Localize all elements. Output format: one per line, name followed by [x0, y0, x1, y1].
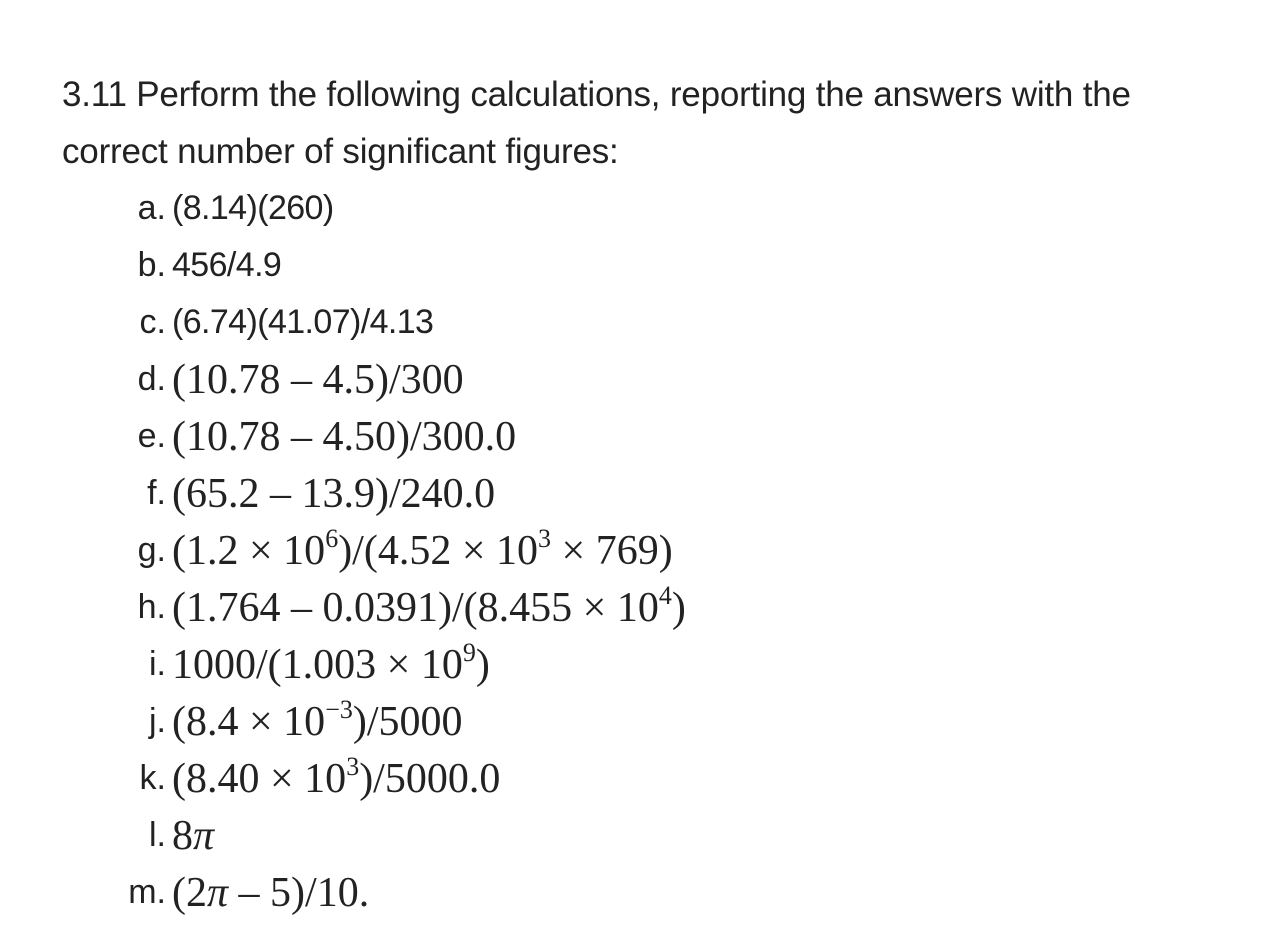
- calculation-item: [62, 522, 1262, 579]
- item-expression: [172, 751, 501, 803]
- item-expression: [172, 580, 686, 632]
- expression-text: 456/4.9: [172, 246, 282, 284]
- item-marker: k.: [139, 759, 166, 797]
- expression-text: × 769): [551, 527, 673, 574]
- exponent: 4: [658, 580, 672, 610]
- calculation-item: [62, 750, 1262, 807]
- item-expression: [172, 812, 214, 860]
- expression-text: (8.4 × 10: [172, 698, 326, 745]
- item-marker: j.: [149, 702, 166, 740]
- item-expression: [172, 356, 464, 404]
- item-expression: [172, 470, 495, 518]
- expression-text: )/5000.0: [359, 755, 501, 802]
- item-expression: [172, 189, 334, 228]
- item-expression: [172, 637, 490, 689]
- item-marker: a.: [137, 189, 166, 227]
- expression-text: (10.78 – 4.5)/300: [172, 356, 464, 403]
- pi-symbol: π: [207, 869, 229, 916]
- calculation-list: [62, 180, 1262, 921]
- calculation-item: [62, 237, 1262, 294]
- expression-text: (8.14)(260): [172, 189, 334, 227]
- expression-text: (2: [172, 869, 207, 916]
- problem-prompt-line-1: 3.11 Perform the following calculations, reporting the answers with the: [62, 75, 1131, 114]
- item-marker: c.: [139, 303, 166, 341]
- expression-text: (8.40 × 10: [172, 755, 347, 802]
- exponent: −3: [325, 694, 353, 724]
- expression-text: (65.2 – 13.9)/240.0: [172, 470, 496, 517]
- item-marker: i.: [149, 645, 166, 683]
- calculation-item: [62, 294, 1262, 351]
- calculation-item: [62, 351, 1262, 408]
- item-marker: g.: [137, 531, 166, 569]
- expression-text: ): [475, 641, 490, 688]
- calculation-item: [62, 693, 1262, 750]
- exponent: 9: [462, 637, 476, 667]
- item-expression: [172, 246, 281, 285]
- calculation-item: [62, 408, 1262, 465]
- item-expression: [172, 523, 673, 575]
- expression-text: 1000/(1.003 × 10: [172, 641, 463, 688]
- expression-text: – 5)/10.: [228, 869, 370, 916]
- expression-text: )/5000: [352, 698, 463, 745]
- expression-text: )/(4.52 × 10: [338, 527, 539, 574]
- item-marker: m.: [128, 873, 166, 911]
- expression-text: ): [671, 584, 686, 631]
- expression-text: 8: [172, 812, 193, 859]
- calculation-item: [62, 465, 1262, 522]
- expression-text: (1.2 × 10: [172, 527, 326, 574]
- item-marker: e.: [137, 417, 166, 455]
- pi-symbol: π: [193, 812, 215, 859]
- problem-prompt: [62, 66, 1262, 180]
- exponent: 6: [325, 523, 339, 553]
- item-marker: l.: [149, 816, 166, 854]
- expression-text: (10.78 – 4.50)/300.0: [172, 413, 517, 460]
- exponent: 3: [346, 751, 360, 781]
- calculation-item: [62, 579, 1262, 636]
- expression-text: (1.764 – 0.0391)/(8.455 × 10: [172, 584, 659, 631]
- calculation-item: [62, 636, 1262, 693]
- problem-prompt-line-2: correct number of significant figures:: [62, 132, 619, 171]
- item-marker: f.: [147, 474, 166, 512]
- calculation-item: [62, 864, 1262, 921]
- item-expression: [172, 303, 433, 342]
- calculation-item: [62, 807, 1262, 864]
- item-expression: [172, 694, 463, 746]
- item-expression: [172, 869, 369, 917]
- calculation-item: [62, 180, 1262, 237]
- expression-text: (6.74)(41.07)/4.13: [172, 303, 434, 341]
- item-marker: d.: [137, 360, 166, 398]
- item-expression: [172, 413, 516, 461]
- problem-block: [62, 66, 1262, 921]
- item-marker: h.: [137, 588, 166, 626]
- item-marker: b.: [137, 246, 166, 284]
- exponent: 3: [538, 523, 552, 553]
